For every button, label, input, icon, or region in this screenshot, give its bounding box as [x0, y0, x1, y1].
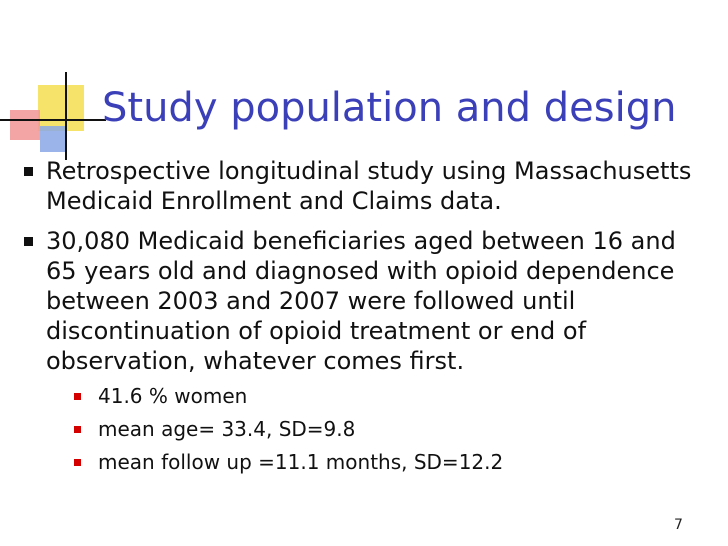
sub-bullet-square-icon	[74, 459, 81, 466]
sub-bullet-square-icon	[74, 393, 81, 400]
sub-bullet-item	[70, 417, 708, 441]
logo-yellow-square	[38, 85, 84, 131]
sub-bullet-text: mean follow up =11.1 months, SD=12.2	[98, 450, 504, 474]
sub-bullet-square-icon	[74, 426, 81, 433]
bullet-item	[18, 226, 708, 376]
slide-logo-graphic	[0, 0, 120, 160]
logo-blue-square	[40, 126, 66, 152]
bullet-item	[18, 156, 708, 216]
sub-bullet-text: 41.6 % women	[98, 384, 248, 408]
sub-bullet-text: mean age= 33.4, SD=9.8	[98, 417, 356, 441]
bullet-square-icon	[24, 237, 33, 246]
slide-title: Study population and design	[102, 85, 677, 131]
bullet-text: 30,080 Medicaid beneficiaries aged between 16 and 65 years old and diagnosed with opioid dependence between 2003 and 2007 were followed until discontinuation of opioid treatment or end of observation, whatever comes first.	[46, 227, 676, 375]
sub-bullet-list	[18, 384, 708, 474]
sub-bullet-item	[70, 450, 708, 474]
bullet-square-icon	[24, 167, 33, 176]
logo-red-square	[10, 110, 40, 140]
sub-bullet-item	[70, 384, 708, 408]
page-number: 7	[674, 517, 683, 533]
slide-body	[18, 156, 708, 483]
bullet-text: Retrospective longitudinal study using Massachusetts Medicaid Enrollment and Claims data.	[46, 157, 692, 215]
